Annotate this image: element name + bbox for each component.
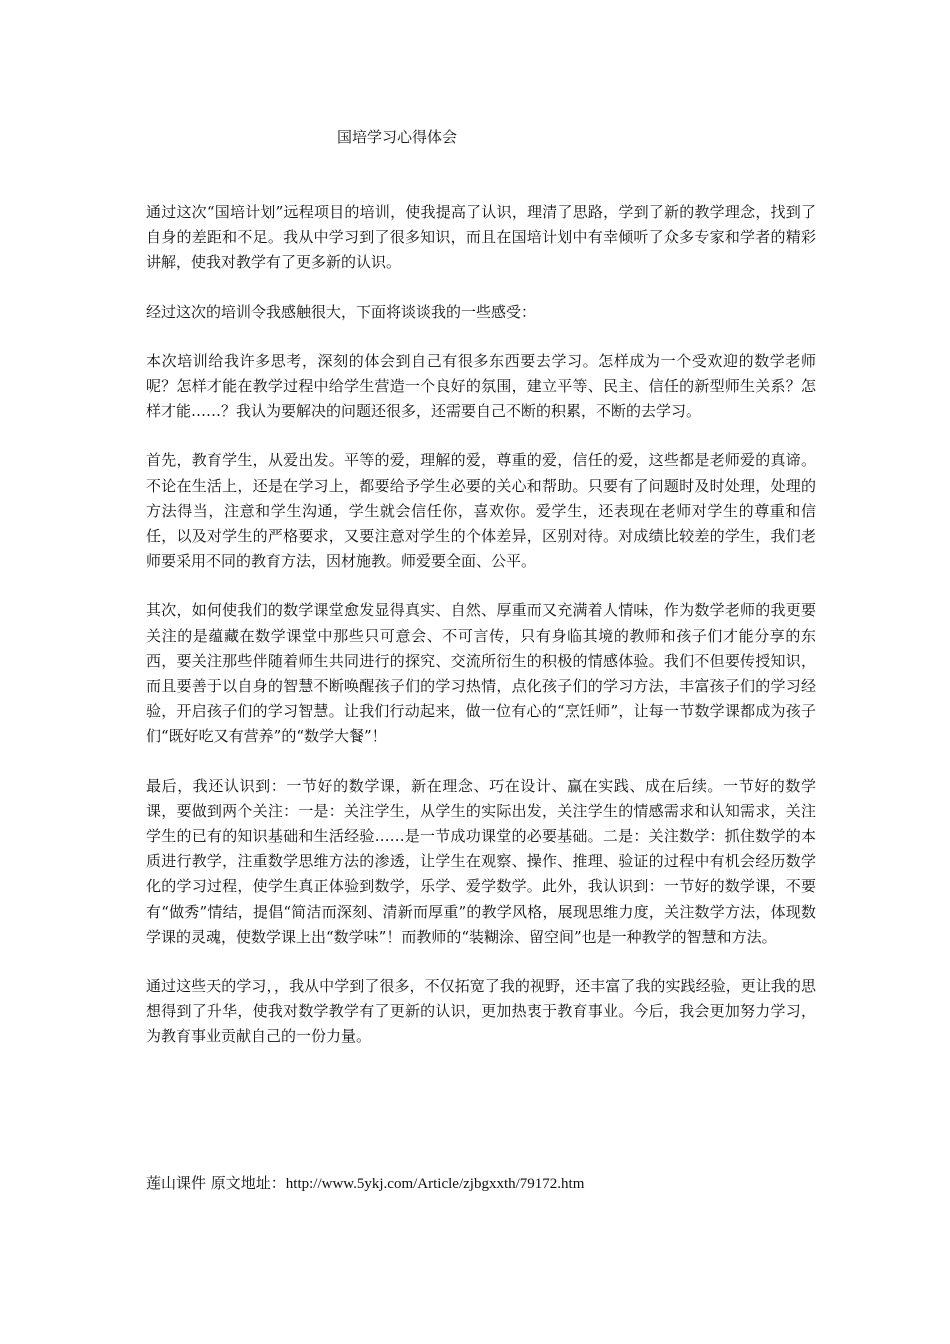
paragraph-third-point: 最后，我还认识到：一节好的数学课，新在理念、巧在设计、赢在实践、成在后续。一节好的数学课，要做到两个关注：一是：关注学生，从学生的实际出发，关注学生的情感需求和认知需求，关注学生的已有的知识基础和生活经验……是一节成功课堂的必要基础。二是：关注数学：抓住数学的本质进行教学，注重数学思维方法的渗透，让学生在观察、操作、推理、验证的过程中有机会经历数学化的学习过程，使学生真正体验到数学，乐学、爱学数学。此外，我认识到：一节好的数学课，不要有“做秀”情结，提倡“简洁而深刻、清新而厚重”的教学风格，展现思维力度，关注数学方法，体现数学课的灵魂，使数学课上出“数学味”！而教师的“装糊涂、留空间”也是一种教学的智慧和方法。 (146, 776, 816, 946)
paragraph-intro: 通过这次“国培计划”远程项目的培训，使我提高了认识，理清了思路，学到了新的教学理念，找到了自身的差距和不足。我从中学习到了很多知识，而且在国培计划中有幸倾听了众多专家和学者的精彩讲解，使我对教学有了更多新的认识。 (146, 203, 816, 272)
document-title: 国培学习心得体会 (337, 128, 458, 146)
paragraph-first-point: 首先，教育学生，从爱出发。平等的爱，理解的爱，尊重的爱，信任的爱，这些都是老师爱的真谛。不论在生活上，还是在学习上，都要给予学生必要的关心和帮助。只要有了问题时及时处理，处理的方法得当，注意和学生沟通，学生就会信任你，喜欢你。爱学生，还表现在老师对学生的尊重和信任，以及对学生的严格要求，又要注意对学生的个体差异，区别对待。对成绩比较差的学生，我们老师要采用不同的教育方法，因材施教。师爱要全面、公平。 (146, 451, 816, 571)
source-label: 莲山课件 原文地址： (146, 1174, 286, 1192)
document-body (146, 200, 816, 1074)
paragraph-transition: 经过这次的培训令我感触很大，下面将谈谈我的一些感受： (146, 302, 537, 321)
paragraph-conclusion: 通过这些天的学习，，我从中学到了很多，不仅拓宽了我的视野，还丰富了我的实践经验，更让我的思想得到了升华，使我对数学教学有了更新的认识，更加热衷于教育事业。今后，我会更加努力学习，为教育事业贡献自己的一份力量。 (146, 977, 816, 1046)
paragraph-second-point: 其次，如何使我们的数学课堂愈发显得真实、自然、厚重而又充满着人情味，作为数学老师的我更要关注的是蕴藏在数学课堂中那些只可意会、不可言传，只有身临其境的教师和孩子们才能分享的东西，要关注那些伴随着师生共同进行的探究、交流所衍生的积极的情感体验。我们不但要传授知识，而且要善于以自身的智慧不断唤醒孩子们的学习热情，点化孩子们的学习方法，丰富孩子们的学习经验，开启孩子们的学习智慧。让我们行动起来，做一位有心的“烹饪师”，让每一节数学课都成为孩子们“既好吃又有营养”的“数学大餐”！ (146, 601, 816, 746)
source-url-link[interactable]: http://www.5ykj.com/Article/zjbgxxth/79172.htm (285, 1176, 585, 1192)
source-footer (146, 1172, 584, 1195)
paragraph-reflection: 本次培训给我许多思考，深刻的体会到自己有很多东西要去学习。怎样成为一个受欢迎的数学老师呢？怎样才能在教学过程中给学生营造一个良好的氛围，建立平等、民主、信任的新型师生关系？怎样才能……？我认为要解决的问题还很多，还需要自己不断的积累，不断的去学习。 (146, 351, 816, 421)
